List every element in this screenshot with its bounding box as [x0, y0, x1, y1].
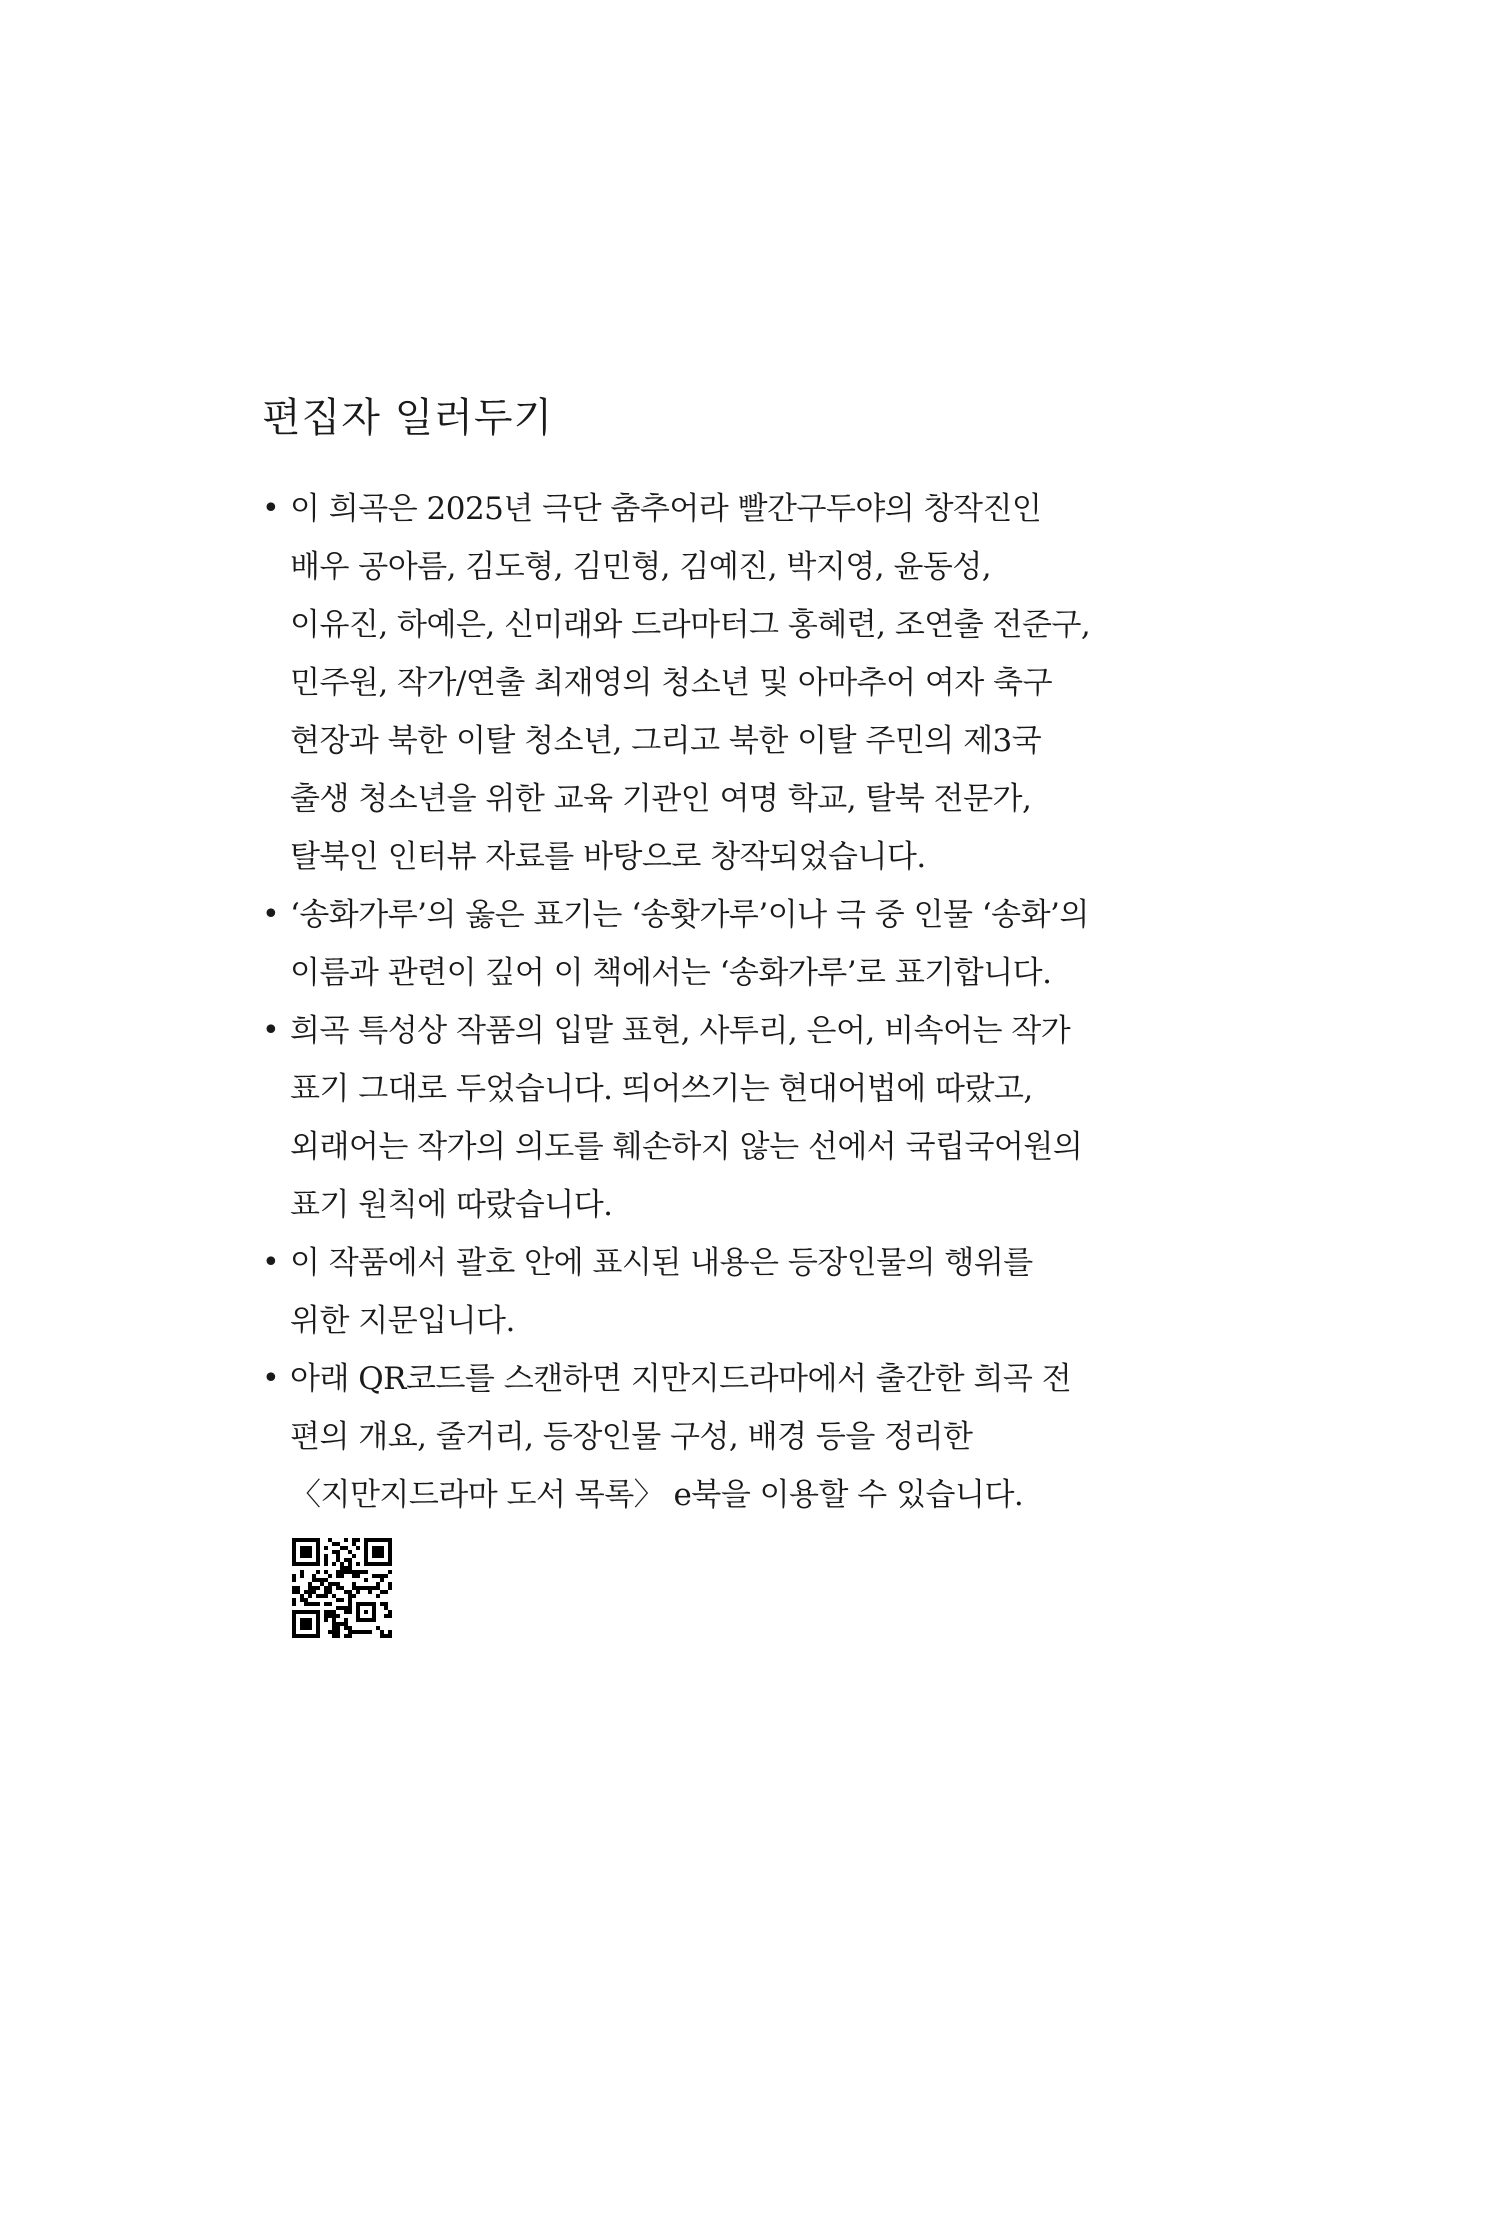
note-item — [262, 1002, 1262, 1234]
note-line: 아래 QR코드를 스캔하면 지만지드라마에서 출간한 희곡 전 — [290, 1361, 1072, 1397]
note-line: 〈지만지드라마 도서 목록〉 e북을 이용할 수 있습니다. — [290, 1477, 1024, 1513]
note-item — [262, 480, 1262, 886]
note-line: 배우 공아름, 김도형, 김민형, 김예진, 박지영, 윤동성, — [290, 549, 992, 585]
note-item — [262, 1234, 1262, 1350]
bullet: • — [262, 1361, 280, 1396]
qr-code-icon[interactable] — [292, 1538, 392, 1638]
note-line: 이름과 관련이 깊어 이 책에서는 ‘송화가루’로 표기합니다. — [290, 955, 1052, 991]
note-line: 이 희곡은 2025년 극단 춤추어라 빨간구두야의 창작진인 — [290, 491, 1042, 527]
bullet: • — [262, 491, 280, 526]
note-line: 탈북인 인터뷰 자료를 바탕으로 창작되었습니다. — [290, 839, 926, 875]
note-line: 현장과 북한 이탈 청소년, 그리고 북한 이탈 주민의 제3국 — [290, 723, 1042, 759]
note-line: 표기 원칙에 따랐습니다. — [290, 1187, 613, 1223]
note-line: 편의 개요, 줄거리, 등장인물 구성, 배경 등을 정리한 — [290, 1419, 973, 1455]
note-line: ‘송화가루’의 옳은 표기는 ‘송홧가루’이나 극 중 인물 ‘송화’의 — [290, 897, 1089, 933]
note-line: 이 작품에서 괄호 안에 표시된 내용은 등장인물의 행위를 — [290, 1245, 1033, 1281]
note-line: 민주원, 작가/연출 최재영의 청소년 및 아마추어 여자 축구 — [290, 665, 1053, 701]
bullet: • — [262, 897, 280, 932]
note-line: 이유진, 하예은, 신미래와 드라마터그 홍혜련, 조연출 전준구, — [290, 607, 1091, 643]
note-line: 출생 청소년을 위한 교육 기관인 여명 학교, 탈북 전문가, — [290, 781, 1032, 817]
note-line: 외래어는 작가의 의도를 훼손하지 않는 선에서 국립국어원의 — [290, 1129, 1083, 1165]
page-title: 편집자 일러두기 — [262, 395, 554, 441]
note-item — [262, 886, 1262, 1002]
note-line: 희곡 특성상 작품의 입말 표현, 사투리, 은어, 비속어는 작가 — [290, 1013, 1071, 1049]
bullet: • — [262, 1245, 280, 1280]
note-item — [262, 1350, 1262, 1524]
notes-list — [262, 480, 1262, 1524]
note-line: 위한 지문입니다. — [290, 1303, 515, 1339]
note-line: 표기 그대로 두었습니다. 띄어쓰기는 현대어법에 따랐고, — [290, 1071, 1033, 1107]
bullet: • — [262, 1013, 280, 1048]
